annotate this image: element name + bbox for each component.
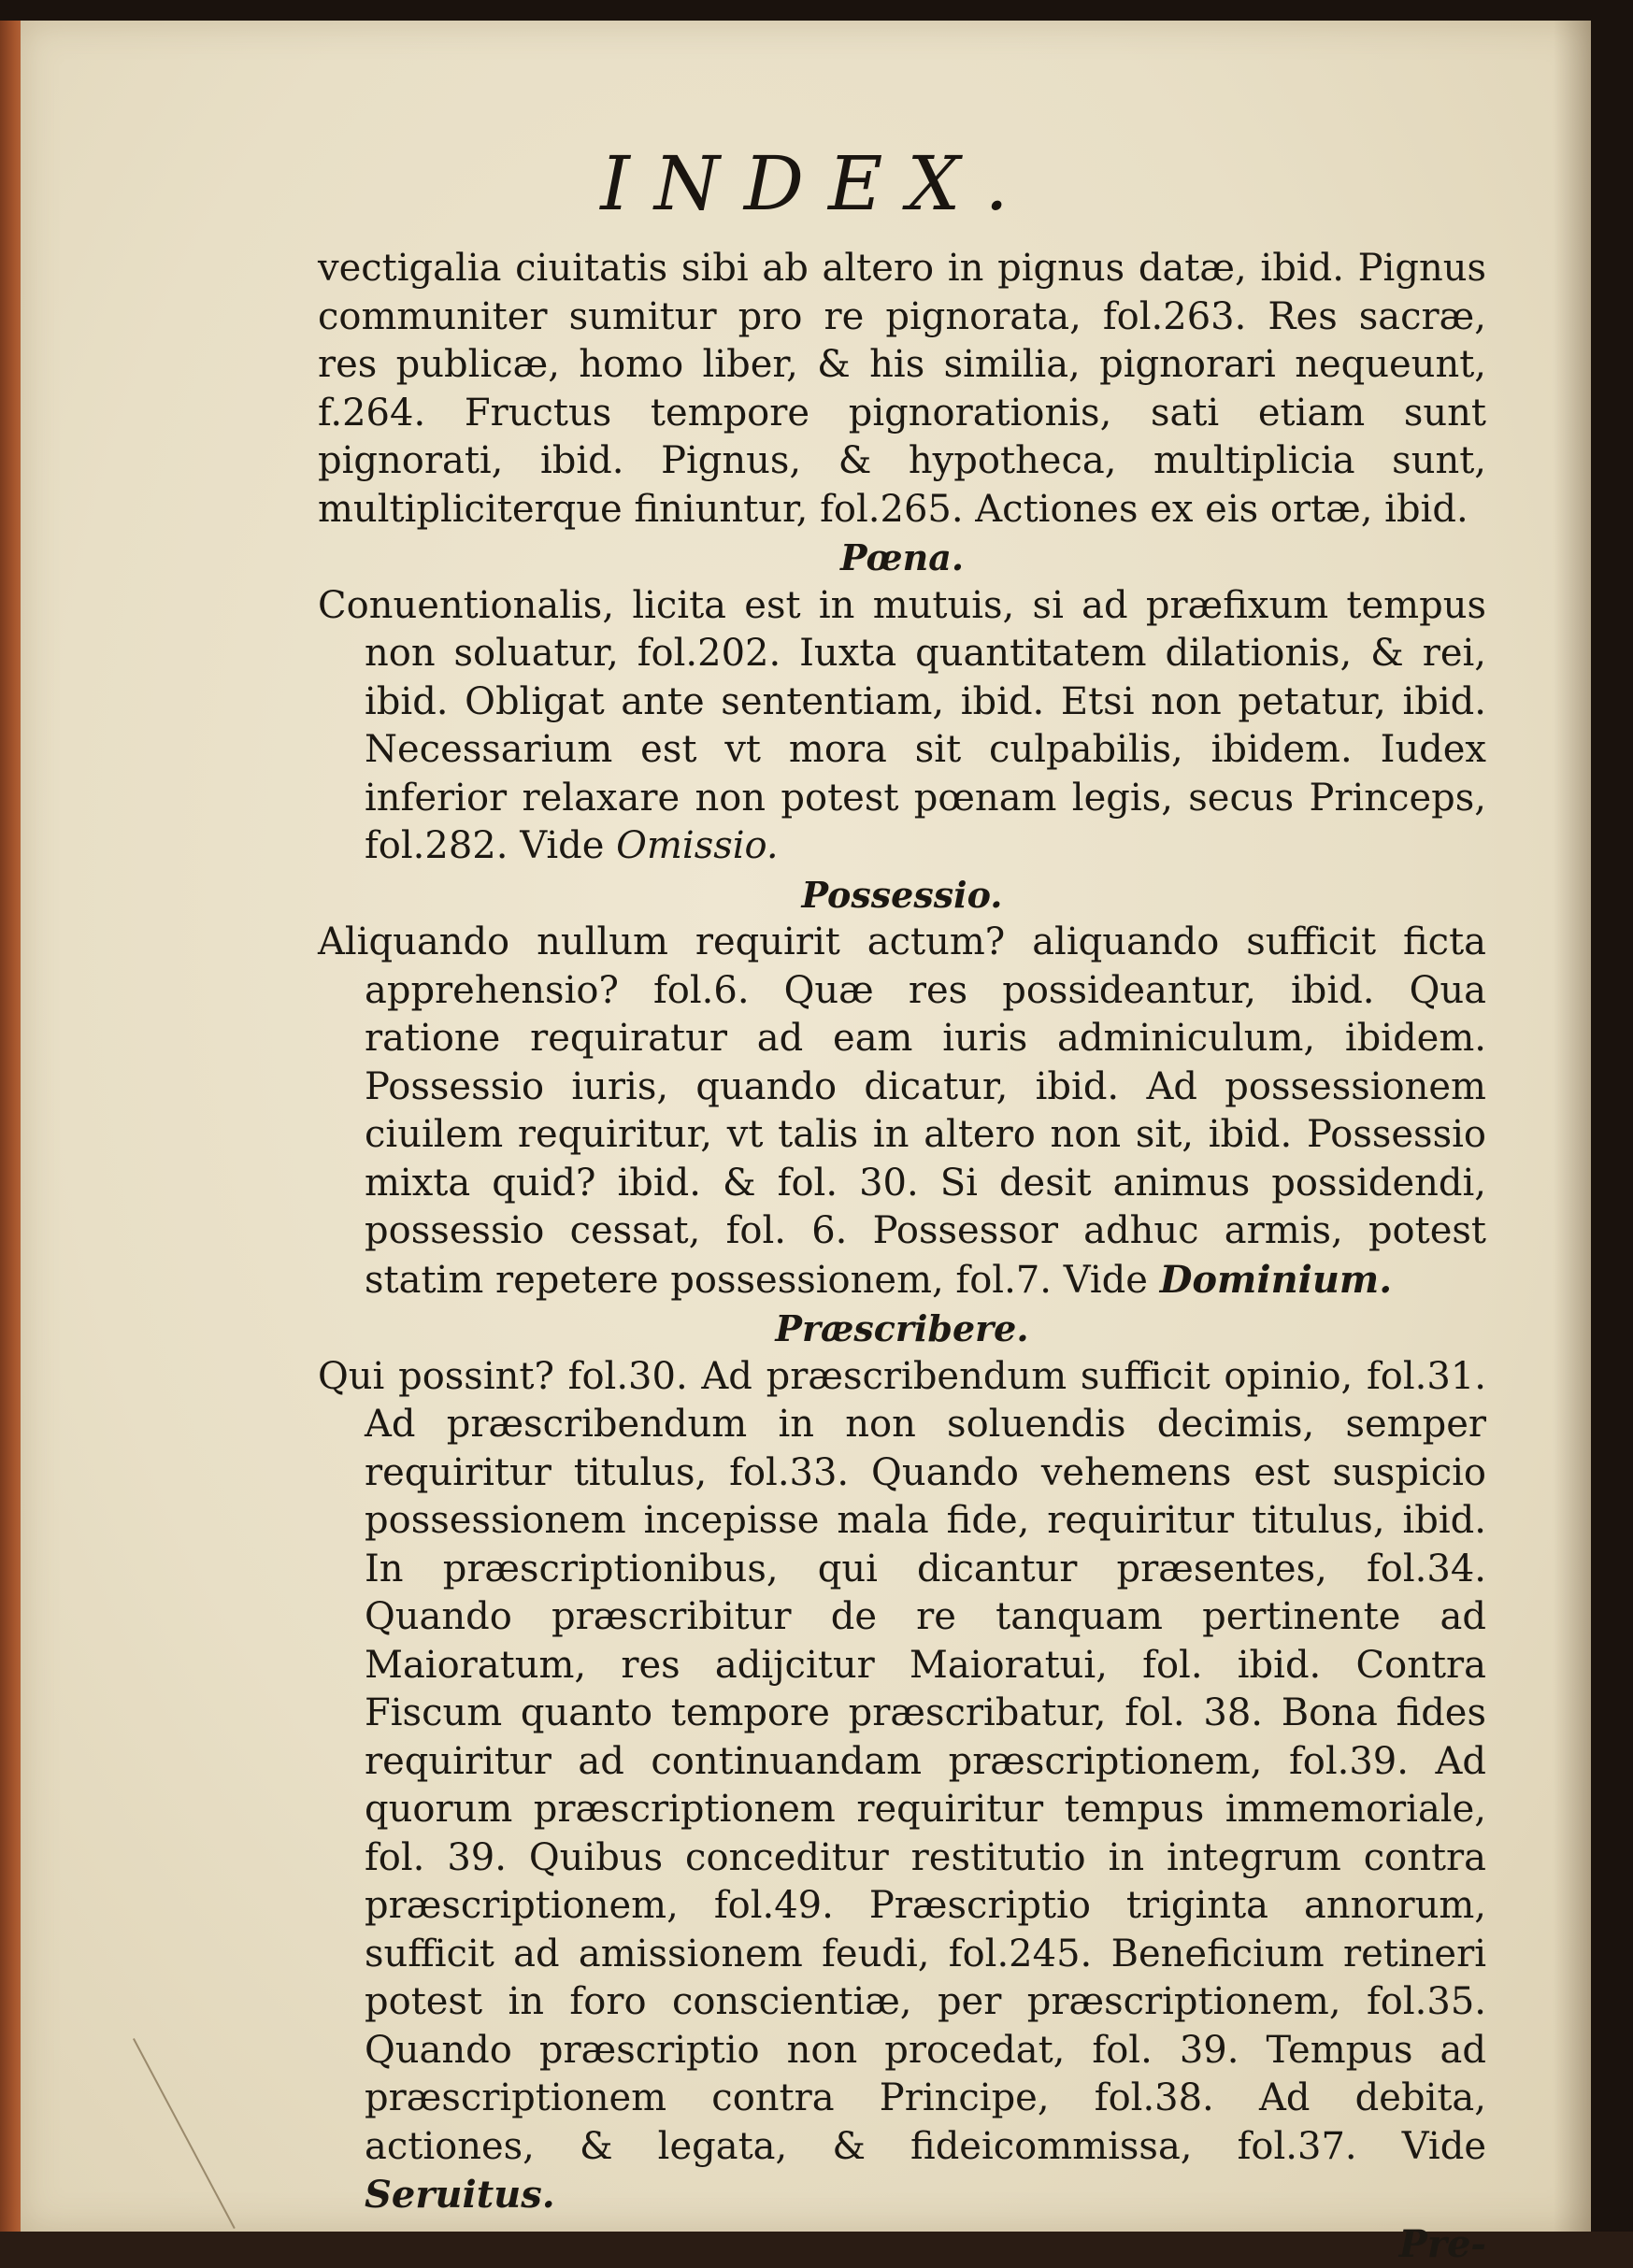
vide-reference: Omissio. <box>616 824 778 867</box>
vide-reference: Seruitus. <box>365 2173 555 2217</box>
catchword: Pre- <box>318 2220 1486 2268</box>
section-entry-praescribere <box>318 1353 1486 2220</box>
section-heading-possessio: Possessio. <box>318 871 1486 920</box>
section-entry-possessio <box>318 919 1486 1305</box>
section-heading-poena: Pœna. <box>318 534 1486 582</box>
section-entry-poena <box>318 582 1486 871</box>
section-heading-praescribere: Præscribere. <box>318 1305 1486 1353</box>
vide-label: Vide <box>520 824 604 867</box>
vide-label: Vide <box>1402 2125 1486 2168</box>
page-header: INDEX. <box>0 140 1633 227</box>
continuation-entry: vectigalia ciuitatis sibi ab altero in pignus datæ, ibid. Pignus communiter sumitur pro re pignorata, fol.263. Res sacræ, res publicæ, homo liber, & his similia, pignorari nequeunt, f.264. Fructus tempore pignorationis, sati etiam sunt pignorati, ibid. Pignus, & hypotheca, multiplicia sunt, multipliciterque finiuntur, fol.265. Actiones ex eis ortæ, ibid. <box>318 245 1486 534</box>
vide-label: Vide <box>1064 1259 1148 1302</box>
index-text <box>318 245 1486 2268</box>
page-gutter-shadow <box>1554 21 1591 2232</box>
entry-text: Conuentionalis, licita est in mutuis, si ad præfixum tempus non soluatur, fol.202. Iuxta quantitatem dilationis, & rei, ibid. Obligat ante sententiam, ibid. Etsi non petatur, ibid. Necessarium est vt mora sit culpabilis, ibidem. Iudex inferior relaxare non potest pœnam legis, secus Princeps, fol.282. <box>318 584 1486 868</box>
page-crease <box>133 2038 236 2229</box>
entry-text: Aliquando nullum requirit actum? aliquando sufficit ficta apprehensio? fol.6. Quæ res possideantur, ibid. Qua ratione requiratur ad eam iuris adminiculum, ibidem. Possessio iuris, quando dicatur, ibid. Ad possessionem ciuilem requiritur, vt talis in altero non sit, ibid. Possessio mixta quid? ibid. & fol. 30. Si desit animus possidendi, possessio cessat, fol. 6. Possessor adhuc armis, potest statim repetere possessionem, fol.7. <box>318 920 1486 1302</box>
vide-reference: Dominium. <box>1160 1258 1393 1302</box>
entry-text: Qui possint? fol.30. Ad præscribendum sufficit opinio, fol.31. Ad præscribendum in non soluendis decimis, semper requiritur titulus, fol.33. Quando vehemens est suspicio possessionem incepisse mala fide, requiritur titulus, ibid. In præscriptionibus, qui dicantur præsentes, fol.34. Quando præscribitur de re tanquam pertinente ad Maioratum, res adijcitur Maioratui, fol. ibid. Contra Fiscum quanto tempore præscribatur, fol. 38. Bona fides requiritur ad continuandam præscriptionem, fol.39. Ad quorum præscriptionem requiritur tempus immemoriale, fol. 39. Quibus conceditur restitutio in integrum contra præscriptionem, fol.49. Præscriptio triginta annorum, sufficit ad amissionem feudi, fol.245. Beneficium retineri potest in foro conscientiæ, per præscriptionem, fol.35. Quando præscriptio non procedat, fol. 39. Tempus ad præscriptionem contra Principe, fol.38. Ad debita, actiones, & legata, & fideicommissa, fol.37. <box>318 1355 1486 2168</box>
